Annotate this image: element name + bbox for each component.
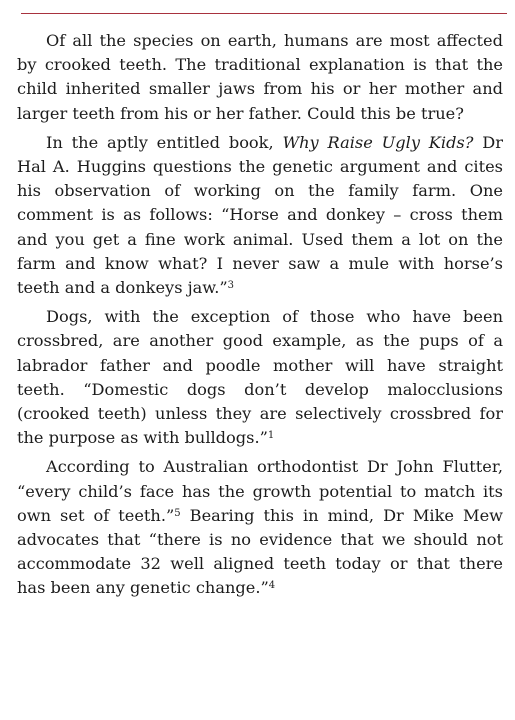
footnote-ref: 4 bbox=[268, 580, 276, 592]
header-rule bbox=[21, 13, 507, 14]
paragraph-2-lead: In the aptly entitled book, bbox=[46, 132, 283, 152]
paragraph-3 bbox=[17, 305, 503, 450]
book-title: Why Raise Ugly Kids? bbox=[282, 132, 474, 152]
paragraph-2 bbox=[17, 131, 503, 300]
paragraph-4 bbox=[17, 455, 503, 600]
article-body bbox=[17, 29, 503, 606]
paragraph-3-text: Dogs, with the exception of those who have been crossbred, are another good example, as the pups of a labrador father and poodle mother will have straight teeth. “Domestic dogs don’t develop malocclusions (crooked teeth) unless they are selectively crossbred for the purpose as with bulldogs.” bbox=[17, 307, 503, 448]
paragraph-2-body: Dr Hal A. Huggins questions the genetic argument and cites his observation of working on the family farm. One comment is as follows: “Horse and donkey – cross them and you get a fine work animal. Used them a lot on the farm and know what? I never saw a mule with horse’s teeth and a donkeys jaw.” bbox=[17, 132, 503, 298]
footnote-ref: 3 bbox=[227, 280, 235, 292]
paragraph-1 bbox=[17, 29, 503, 126]
footnote-ref: 5 bbox=[174, 507, 181, 519]
paragraph-4-body: Bearing this in mind, Dr Mike Mew advocates that “there is no evidence that we should not accommodate 32 well aligned teeth today or that there has been any genetic change.” bbox=[17, 505, 504, 598]
paragraph-4-lead: According to Australian orthodontist Dr John Flutter, “every child’s face has the growth potential to match its own set of teeth.” bbox=[17, 457, 503, 525]
footnote-ref: 1 bbox=[267, 430, 275, 442]
paragraph-1-text: Of all the species on earth, humans are most affected by crooked teeth. The traditional explanation is that the child inherited smaller jaws from his or her mother and larger teeth from his or her father. Could this be true? bbox=[17, 31, 503, 123]
